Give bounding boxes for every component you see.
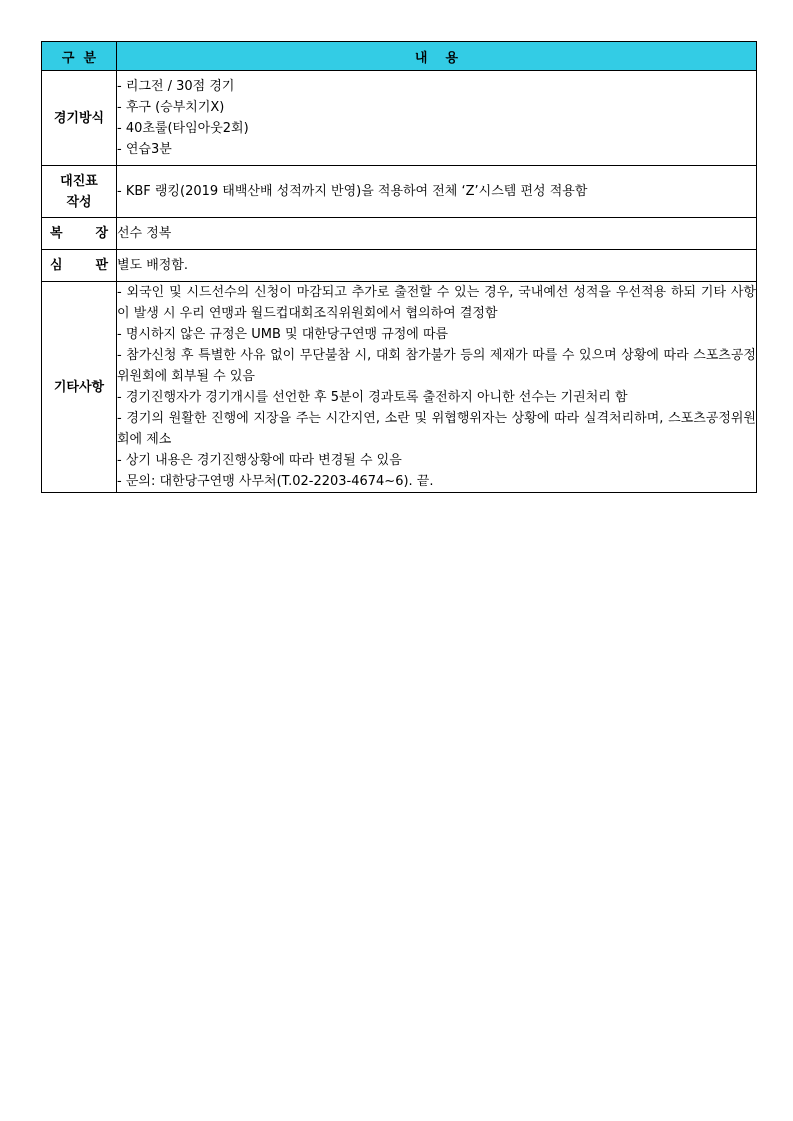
- content-others: [117, 282, 757, 493]
- others-item: - 명시하지 않은 규정은 UMB 및 대한당구연맹 규정에 따름: [117, 327, 449, 342]
- table-header-row: [42, 42, 757, 71]
- label-bracket: [42, 166, 117, 218]
- label-uniform-b: 장: [95, 226, 108, 241]
- others-item: - 경기의 원활한 진행에 지장을 주는 시간지연, 소란 및 위협행위자는 상황에 따라 실격처리하며, 스포츠공정위원회에 제소: [117, 411, 756, 447]
- label-bracket-line2: 작성: [66, 194, 92, 210]
- row-uniform: [42, 218, 757, 250]
- label-bracket-line1: 대진표: [60, 173, 98, 189]
- others-item: - 경기진행자가 경기개시를 선언한 후 5분이 경과토록 출전하지 아니한 선수는 기권처리 함: [117, 390, 628, 405]
- header-content: 내 용: [117, 42, 757, 71]
- row-referee: [42, 250, 757, 282]
- others-item: - 참가신청 후 특별한 사유 없이 무단불참 시, 대회 참가불가 등의 제재가 따를 수 있으며 상황에 따라 스포츠공정위원회에 회부될 수 있음: [117, 348, 756, 384]
- label-game-method: 경기방식: [42, 71, 117, 166]
- label-referee: [42, 250, 117, 282]
- referee-text: 별도 배정함.: [117, 258, 189, 273]
- label-others: 기타사항: [42, 282, 117, 493]
- game-method-line: - 연습3분: [117, 142, 172, 157]
- row-bracket: [42, 166, 757, 218]
- content-referee: [117, 250, 757, 282]
- content-uniform: [117, 218, 757, 250]
- game-method-line: - 리그전 / 30점 경기: [117, 79, 235, 94]
- label-uniform-a: 복: [50, 226, 63, 241]
- content-bracket: [117, 166, 757, 218]
- label-uniform: [42, 218, 117, 250]
- game-method-line: - 후구 (승부치기X): [117, 100, 225, 115]
- label-referee-a: 심: [50, 258, 63, 273]
- others-item: - 외국인 및 시드선수의 신청이 마감되고 추가로 출전할 수 있는 경우, 국내예선 성적을 우선적용 하되 기타 사항이 발생 시 우리 연맹과 월드컵대회조직위원회에서 협의하여 결정함: [117, 285, 756, 321]
- others-item: - 상기 내용은 경기진행상황에 따라 변경될 수 있음: [117, 453, 402, 468]
- row-others: [42, 282, 757, 493]
- label-referee-b: 판: [95, 258, 108, 273]
- others-item: - 문의: 대한당구연맹 사무처(T.02-2203-4674~6). 끝.: [117, 474, 434, 489]
- header-category: 구 분: [42, 42, 117, 71]
- row-game-method: [42, 71, 757, 166]
- content-game-method: [117, 71, 757, 166]
- bracket-text: - KBF 랭킹(2019 태백산배 성적까지 반영)을 적용하여 전체 ‘Z’시스템 편성 적용함: [117, 184, 588, 199]
- game-method-line: - 40초룰(타임아웃2회): [117, 121, 249, 136]
- uniform-text: 선수 정복: [117, 226, 172, 241]
- rules-table: [41, 41, 757, 493]
